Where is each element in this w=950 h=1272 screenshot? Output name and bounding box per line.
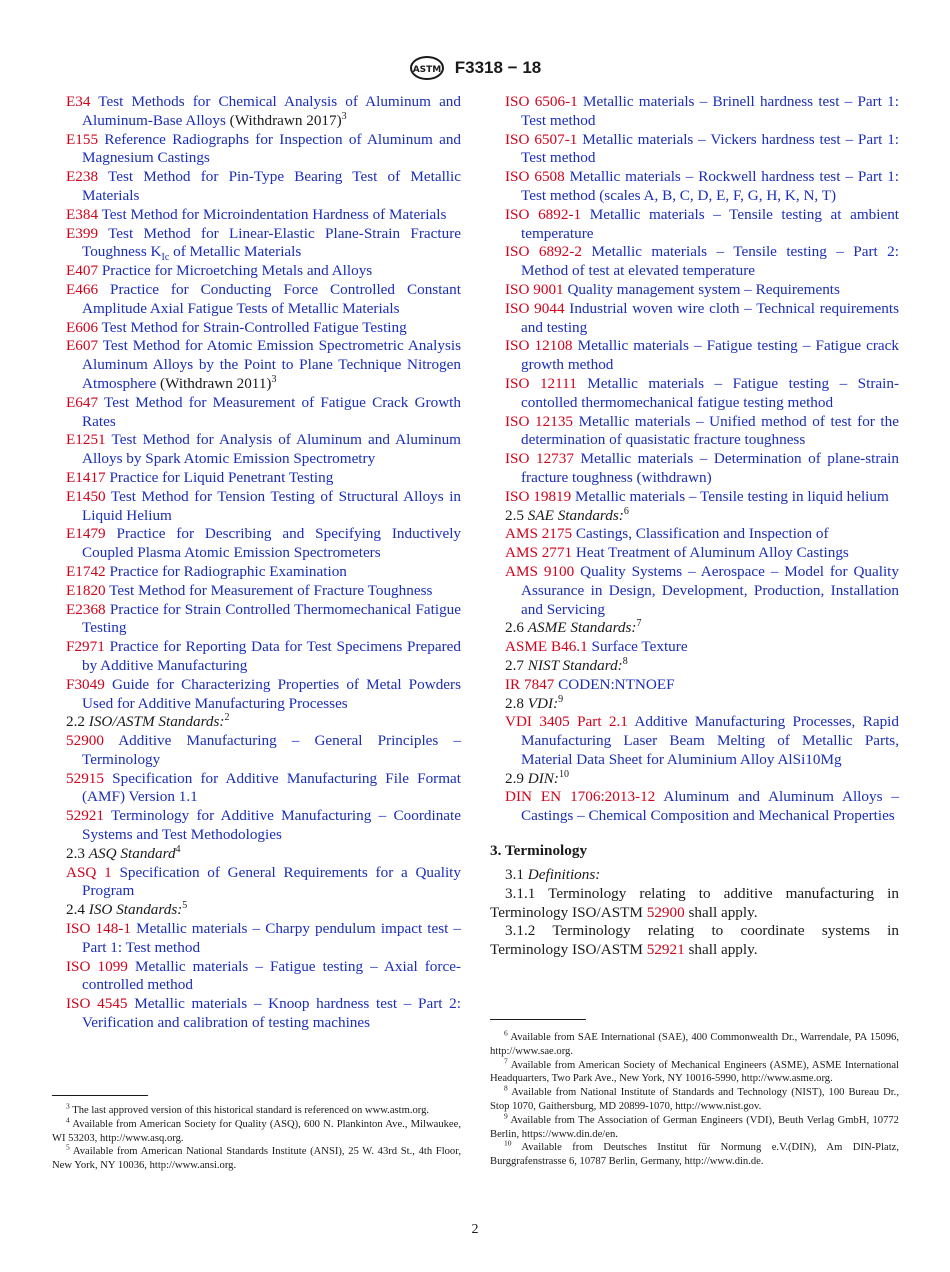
reference-title-link[interactable]: Guide for Characterizing Properties of Metal Powders Used for Additive Manufacturing Processes — [82, 675, 461, 712]
reference-title-link[interactable]: Metallic materials – Fatigue testing – Fatigue crack growth method — [521, 337, 900, 374]
reference-title-link[interactable]: Specification for Additive Manufacturing File Format (AMF) Version 1.1 — [82, 769, 461, 806]
section-2-9: 2.9 DIN:$^{10}$ — [505, 768, 569, 787]
reference-item — [66, 337, 461, 393]
reference-title-link[interactable]: Practice for Conducting Force Controlled Constant Amplitude Axial Fatigue Tests of Metallic Materials — [82, 280, 461, 317]
footnote-rule-right — [490, 1019, 586, 1020]
section-2-6: 2.6 ASME Standards:$^7$ — [505, 618, 642, 637]
reference-title-link[interactable]: Test Methods for Chemical Analysis of Aluminum and Aluminum-Base Alloys — [82, 93, 461, 129]
reference-code-link[interactable]: ISO 9044 — [505, 299, 565, 317]
sae-reference-list — [490, 525, 899, 619]
reference-title-link[interactable]: Additive Manufacturing – General Principles – Terminology — [82, 732, 461, 768]
reference-code-link[interactable]: E1479 — [66, 525, 106, 543]
reference-item — [505, 93, 899, 131]
reference-item — [66, 563, 461, 582]
section-2-4: 2.4 ISO Standards:$^5$ — [66, 900, 188, 919]
right-column — [490, 93, 899, 960]
reference-code-link[interactable]: E399 — [66, 224, 99, 242]
reference-item — [505, 450, 899, 488]
definitions-subheading: 3.1 Definitions: — [505, 866, 601, 884]
reference-title-link[interactable]: Metallic materials – Brinell hardness test – Part 1: Test method — [521, 93, 899, 129]
reference-code-link[interactable]: ASME B46.1 — [505, 638, 588, 656]
reference-item — [505, 375, 899, 413]
isoastm-reference-list — [66, 732, 461, 845]
reference-title-link[interactable]: Metallic materials – Vickers hardness test – Part 1: Test method — [521, 130, 900, 167]
reference-code-link[interactable]: AMS 9100 — [505, 562, 575, 580]
reference-title-link[interactable]: Practice for Describing and Specifying Inductively Coupled Plasma Atomic Emission Spectrometers — [82, 525, 462, 562]
iso-reference-list-right — [490, 93, 899, 507]
reference-title-link[interactable]: Additive Manufacturing Processes, Rapid Manufacturing Laser Beam Melting of Metallic Parts, Material Data Sheet for Aluminium Alloy AlSi10Mg — [521, 713, 899, 768]
reference-title-link[interactable]: Metallic materials – Unified method of test for the determination of quasistatic fracture toughness — [521, 412, 899, 449]
asq-reference-list — [66, 864, 461, 902]
reference-code-link[interactable]: ISO 19819 — [505, 487, 572, 505]
reference-item — [66, 93, 461, 131]
reference-item — [505, 488, 899, 507]
reference-code-link[interactable]: E155 — [66, 130, 99, 148]
section-2-3: 2.3 ASQ Standard$^4$ — [66, 843, 181, 862]
reference-title-link[interactable]: Test Method for Analysis of Aluminum and Aluminum Alloys by Spark Atomic Emission Spectrometry — [82, 431, 461, 468]
din-reference-list — [490, 788, 899, 826]
footnote: $^7$ Available from American Society of Mechanical Engineers (ASME), ASME International Headquarters, Two Park Ave., New York, NY 10016-5990, http://www.asme.org. — [490, 1056, 899, 1085]
reference-item — [505, 638, 899, 657]
footnotes-left — [52, 1101, 461, 1173]
reference-title-link[interactable]: Test Method for Tension Testing of Structural Alloys in Liquid Helium — [82, 487, 462, 524]
reference-item — [66, 394, 461, 432]
reference-title-link[interactable]: Metallic materials – Tensile testing at ambient temperature — [521, 205, 900, 242]
reference-title-link[interactable]: Metallic materials – Tensile testing in liquid helium — [575, 487, 889, 505]
reference-item — [66, 262, 461, 281]
reference-code-link[interactable]: E34 — [66, 93, 91, 110]
reference-item — [505, 281, 899, 300]
reference-title-link[interactable]: Specification of General Requirements for a Quality Program — [82, 863, 461, 900]
reference-code-link[interactable]: F3049 — [66, 675, 105, 693]
nist-reference-list — [490, 676, 899, 695]
reference-title-link[interactable]: Metallic materials – Knoop hardness test – Part 2: Verification and calibration of testing machines — [82, 995, 461, 1032]
reference-title-link[interactable]: CODEN:NTNOEF — [558, 675, 675, 693]
document-id: F3318 − 18 — [454, 58, 542, 77]
reference-item — [66, 676, 461, 714]
reference-item — [66, 864, 461, 902]
reference-code-link[interactable]: E647 — [66, 393, 99, 411]
reference-item — [66, 770, 461, 808]
page-header — [0, 55, 950, 81]
reference-title-link[interactable]: Test Method for Linear-Elastic Plane-Strain Fracture Toughness $K_{Ic}$ of Metallic Materials — [82, 224, 461, 264]
withdrawn-note: (Withdrawn 2017) — [225, 111, 342, 129]
reference-item — [505, 676, 899, 695]
reference-item — [66, 601, 461, 639]
reference-code-link[interactable]: AMS 2175 — [505, 525, 573, 543]
reference-code-link[interactable]: E466 — [66, 280, 99, 298]
reference-item — [66, 525, 461, 563]
reference-item — [505, 206, 899, 244]
reference-item — [505, 525, 899, 544]
reference-item — [505, 788, 899, 826]
reference-code-link[interactable]: ISO 1099 — [66, 957, 128, 975]
reference-title-link[interactable]: Metallic materials – Fatigue testing – Axial force-controlled method — [82, 957, 461, 994]
reference-code-link[interactable]: ISO 4545 — [66, 995, 128, 1013]
reference-code-link[interactable]: E1820 — [66, 581, 106, 599]
reference-code-link[interactable]: ISO 9001 — [505, 280, 564, 298]
reference-code-link[interactable]: E2368 — [66, 600, 106, 618]
reference-item — [505, 563, 899, 619]
reference-code-link[interactable]: E238 — [66, 168, 99, 186]
footnote: $^4$ Available from American Society for Quality (ASQ), 600 N. Plankinton Ave., Milwaukee, WI 53203, http://www.asq.org. — [52, 1115, 461, 1144]
reference-code-link[interactable]: ISO 6507-1 — [505, 130, 578, 148]
footnote-marker: 3 — [341, 110, 347, 122]
reference-code-link[interactable]: ISO 6508 — [505, 168, 565, 186]
reference-code-link[interactable]: E606 — [66, 318, 99, 336]
reference-item — [66, 958, 461, 996]
reference-item — [66, 131, 461, 169]
vdi-reference-list — [490, 713, 899, 769]
reference-code-link[interactable]: E407 — [66, 262, 99, 280]
reference-code-link[interactable]: ISO 12111 — [505, 374, 577, 392]
reference-title-link[interactable]: Quality Systems – Aerospace – Model for Quality Assurance in Design, Development, Production, Installation and Servicing — [521, 562, 899, 618]
reference-title-link[interactable]: Quality management system – Requirements — [567, 280, 840, 298]
footnote-marker: 3 — [271, 373, 277, 385]
reference-item — [66, 732, 461, 770]
reference-item — [505, 131, 899, 169]
reference-item — [66, 281, 461, 319]
reference-code-link[interactable]: AMS 2771 — [505, 544, 573, 562]
reference-item — [66, 225, 461, 263]
footnote-rule-left — [52, 1095, 148, 1096]
reference-code-link[interactable]: ISO 12135 — [505, 412, 574, 430]
reference-title-link[interactable]: Castings, Classification and Inspection of — [575, 525, 829, 543]
link-52900[interactable]: 52900 — [646, 903, 685, 921]
terminology-para-1: 3.1.1 Terminology relating to additive manufacturing in Terminology ISO/ASTM 52900 shall apply. — [490, 884, 899, 921]
left-column — [66, 93, 461, 1033]
reference-title-link[interactable]: Heat Treatment of Aluminum Alloy Castings — [575, 544, 849, 562]
reference-code-link[interactable]: 52921 — [66, 807, 104, 825]
reference-code-link[interactable]: E1450 — [66, 487, 106, 505]
reference-code-link[interactable]: ISO 12737 — [505, 450, 574, 468]
footnote: $^6$ Available from SAE International (SAE), 400 Commonwealth Dr., Warrendale, PA 15096, http://www.sae.org. — [490, 1028, 899, 1057]
reference-item — [505, 413, 899, 451]
reference-item — [66, 469, 461, 488]
section-2-8: 2.8 VDI:$^9$ — [505, 693, 564, 712]
section-2-2: 2.2 ISO/ASTM Standards:$^2$ — [66, 712, 230, 731]
reference-code-link[interactable]: E1417 — [66, 468, 106, 486]
reference-title-link[interactable]: Practice for Strain Controlled Thermomechanical Fatigue Testing — [82, 600, 462, 637]
reference-code-link[interactable]: E1742 — [66, 562, 106, 580]
terminology-heading: 3. Terminology — [490, 842, 588, 860]
footnote: $^9$ Available from The Association of German Engineers (VDI), Beuth Verlag GmbH, 10772 Berlin, https://www.din.de/en. — [490, 1111, 899, 1140]
reference-title-link[interactable]: Test Method for Measurement of Fatigue Crack Growth Rates — [82, 393, 461, 430]
reference-title-link[interactable]: Metallic materials – Rockwell hardness test – Part 1: Test method (scales A, B, C, D, E, F, G, H, K, N, T) — [521, 168, 900, 204]
reference-title-link[interactable]: Test Method for Atomic Emission Spectrometric Analysis Aluminum Alloys by the Point to Plane Technique Nitrogen Atmosphere — [82, 337, 461, 392]
reference-item — [66, 920, 461, 958]
reference-title-link[interactable]: Practice for Radiographic Examination — [109, 562, 347, 580]
reference-item — [66, 488, 461, 526]
reference-item — [505, 300, 899, 338]
reference-code-link[interactable]: ISO 148-1 — [66, 920, 131, 938]
reference-code-link[interactable]: E607 — [66, 337, 99, 355]
reference-item — [66, 168, 461, 206]
reference-code-link[interactable]: DIN EN 1706:2013-12 — [505, 788, 656, 806]
terminology-para-2: 3.1.2 Terminology relating to coordinate systems in Terminology ISO/ASTM 52921 shall apply. — [490, 922, 899, 959]
iso-reference-list-left — [66, 920, 461, 1033]
reference-item — [66, 807, 461, 845]
reference-title-link[interactable]: Practice for Microetching Metals and Alloys — [101, 262, 373, 280]
reference-title-link[interactable]: Metallic materials – Tensile testing – Part 2: Method of test at elevated temperature — [521, 243, 899, 280]
reference-code-link[interactable]: VDI 3405 Part 2.1 — [505, 713, 628, 731]
withdrawn-note: (Withdrawn 2011) — [156, 374, 272, 392]
reference-item — [66, 995, 461, 1033]
reference-item — [505, 337, 899, 375]
reference-title-link[interactable]: Metallic materials – Fatigue testing – Strain-contolled thermomechanical fatigue testing method — [521, 374, 899, 411]
footnote: $^5$ Available from American National Standards Institute (ANSI), 25 W. 43rd St., 4th Floor, New York, NY 10036, http://www.ansi.org. — [52, 1142, 461, 1172]
asme-reference-list — [490, 638, 899, 657]
reference-code-link[interactable]: 52915 — [66, 769, 104, 787]
reference-item — [66, 638, 461, 676]
reference-item — [66, 206, 461, 225]
reference-code-link[interactable]: E384 — [66, 205, 99, 223]
reference-code-link[interactable]: ISO 6892-2 — [505, 243, 582, 261]
reference-title-link[interactable]: Test Method for Microindentation Hardness of Materials — [101, 205, 447, 223]
footnote: $^{10}$ Available from Deutsches Institut für Normung e.V.(DIN), Am DIN-Platz, Burggrafenstrasse 6, 10787 Berlin, Germany, http://www.din.de. — [490, 1138, 899, 1168]
footnote: $^3$ The last approved version of this historical standard is referenced on www.astm.org. — [66, 1101, 430, 1116]
reference-item — [505, 243, 899, 281]
reference-code-link[interactable]: IR 7847 — [505, 675, 555, 693]
reference-item — [505, 713, 899, 769]
reference-code-link[interactable]: ISO 12108 — [505, 337, 573, 355]
astm-logo-icon — [409, 55, 445, 81]
reference-title-link[interactable]: Terminology for Additive Manufacturing – Coordinate Systems and Test Methodologies — [82, 807, 461, 844]
reference-title-link[interactable]: Metallic materials – Determination of plane-strain fracture toughness (withdrawn) — [521, 450, 899, 486]
reference-title-link[interactable]: Aluminum and Aluminum Alloys – Castings – Chemical Composition and Mechanical Properties — [521, 788, 899, 825]
reference-code-link[interactable]: ASQ 1 — [66, 863, 112, 881]
reference-title-link[interactable]: Surface Texture — [591, 638, 688, 656]
reference-item — [505, 168, 899, 206]
reference-item — [66, 431, 461, 469]
left-reference-list — [66, 93, 461, 713]
reference-title-link[interactable]: Test Method for Strain-Controlled Fatigue Testing — [101, 318, 407, 336]
page-number: 2 — [471, 1222, 479, 1237]
svg-text:ASTM: ASTM — [412, 65, 442, 75]
footnote: $^8$ Available from National Institute of Standards and Technology (NIST), 100 Bureau Dr., Stop 1070, Gaithersburg, MD 20899-1070, http://www.nist.gov. — [490, 1083, 899, 1112]
reference-title-link[interactable]: Metallic materials – Charpy pendulum impact test – Part 1: Test method — [82, 920, 462, 956]
reference-code-link[interactable]: ISO 6506-1 — [505, 93, 578, 110]
reference-code-link[interactable]: F2971 — [66, 638, 105, 656]
reference-item — [66, 319, 461, 338]
reference-code-link[interactable]: 52900 — [66, 732, 104, 750]
reference-title-link[interactable]: Practice for Liquid Penetrant Testing — [109, 468, 334, 486]
reference-title-link[interactable]: Test Method for Measurement of Fracture Toughness — [109, 581, 433, 599]
link-52921[interactable]: 52921 — [646, 941, 685, 959]
reference-item — [66, 582, 461, 601]
reference-title-link[interactable]: Industrial woven wire cloth – Technical requirements and testing — [521, 299, 899, 336]
section-2-5: 2.5 SAE Standards:$^6$ — [505, 505, 629, 524]
reference-title-link[interactable]: Test Method for Pin-Type Bearing Test of Metallic Materials — [82, 168, 461, 204]
reference-item — [505, 544, 899, 563]
section-2-7: 2.7 NIST Standard:$^8$ — [505, 655, 628, 674]
footnotes-right — [490, 1028, 899, 1169]
reference-title-link[interactable]: Practice for Reporting Data for Test Specimens Prepared by Additive Manufacturing — [82, 638, 461, 674]
reference-code-link[interactable]: ISO 6892-1 — [505, 205, 582, 223]
reference-code-link[interactable]: E1251 — [66, 431, 106, 449]
reference-title-link[interactable]: Reference Radiographs for Inspection of Aluminum and Magnesium Castings — [82, 130, 462, 167]
